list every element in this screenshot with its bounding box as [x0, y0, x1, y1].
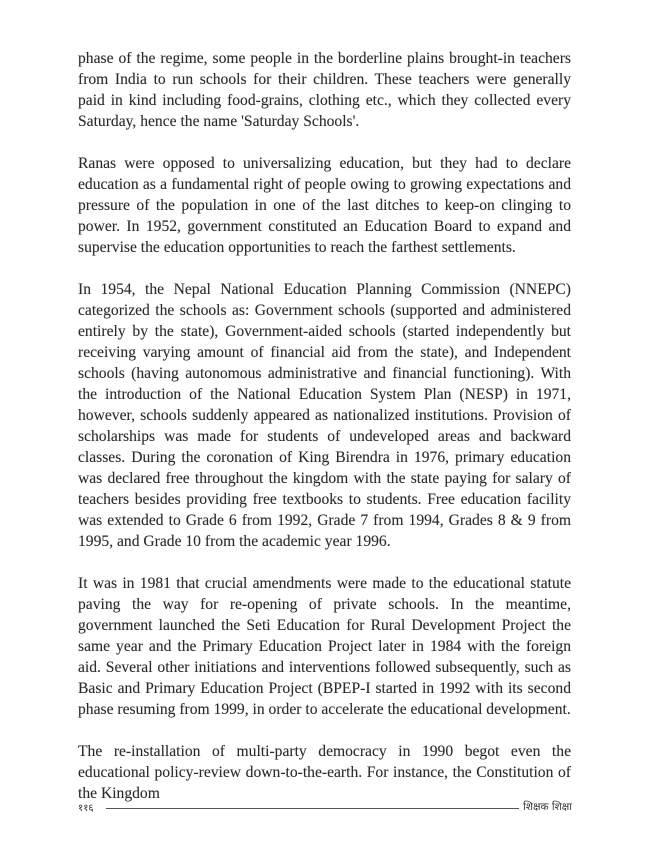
paragraph-nnepc-1954: In 1954, the Nepal National Education Planning Commission (NNEPC) categorized the schools as: Government schools (supported and administered entirely by the state), Government-aided schools (started independently but receiving varying amount of financial aid from the state), and Independent schools (having autonomous administrative and financial functioning). With the introduction of the National Education System Plan (NESP) in 1971, however, schools suddenly appeared as nationalized institutions. Provision of scholarships was made for students of undeveloped areas and backward classes. During the coronation of King Birendra in 1976, primary education was declared free throughout the kingdom with the state paying for salary of teachers besides providing free textbooks to students. Free education facility was extended to Grade 6 from 1992, Grade 7 from 1994, Grades 8 & 9 from 1995, and Grade 10 from the academic year 1996. — [78, 281, 571, 550]
paragraph-multiparty-democracy: The re-installation of multi-party democracy in 1990 begot even the educational policy-review down-to-the-earth. For instance, the Constitution of the Kingdom — [78, 743, 571, 802]
page-footer — [78, 798, 572, 816]
journal-title: शिक्षक शिक्षा — [523, 801, 572, 813]
document-body — [78, 48, 571, 804]
paragraph-saturday-schools: phase of the regime, some people in the borderline plains brought-in teachers from India to run schools for their children. These teachers were generally paid in kind including food-grains, clothing etc., which they collected every Saturday, hence the name 'Saturday Schools'. — [78, 50, 571, 130]
page-number: ११६ — [78, 803, 94, 814]
paragraph-ranas-education: Ranas were opposed to universalizing education, but they had to declare education as a fundamental right of people owing to growing expectations and pressure of the population in one of the last ditches to keep-on clinging to power. In 1952, government constituted an Education Board to expand and supervise the education opportunities to reach the farthest settlements. — [78, 155, 571, 256]
paragraph-1981-amendments: It was in 1981 that crucial amendments were made to the educational statute paving the way for re-opening of private schools. In the meantime, government launched the Seti Education for Rural Development Project the same year and the Primary Education Project later in 1984 with the foreign aid. Several other initiations and interventions followed subsequently, such as Basic and Primary Education Project (BPEP-I started in 1992 with its second phase resuming from 1999, in order to accelerate the educational development. — [78, 575, 571, 718]
footer-rule — [106, 808, 519, 809]
